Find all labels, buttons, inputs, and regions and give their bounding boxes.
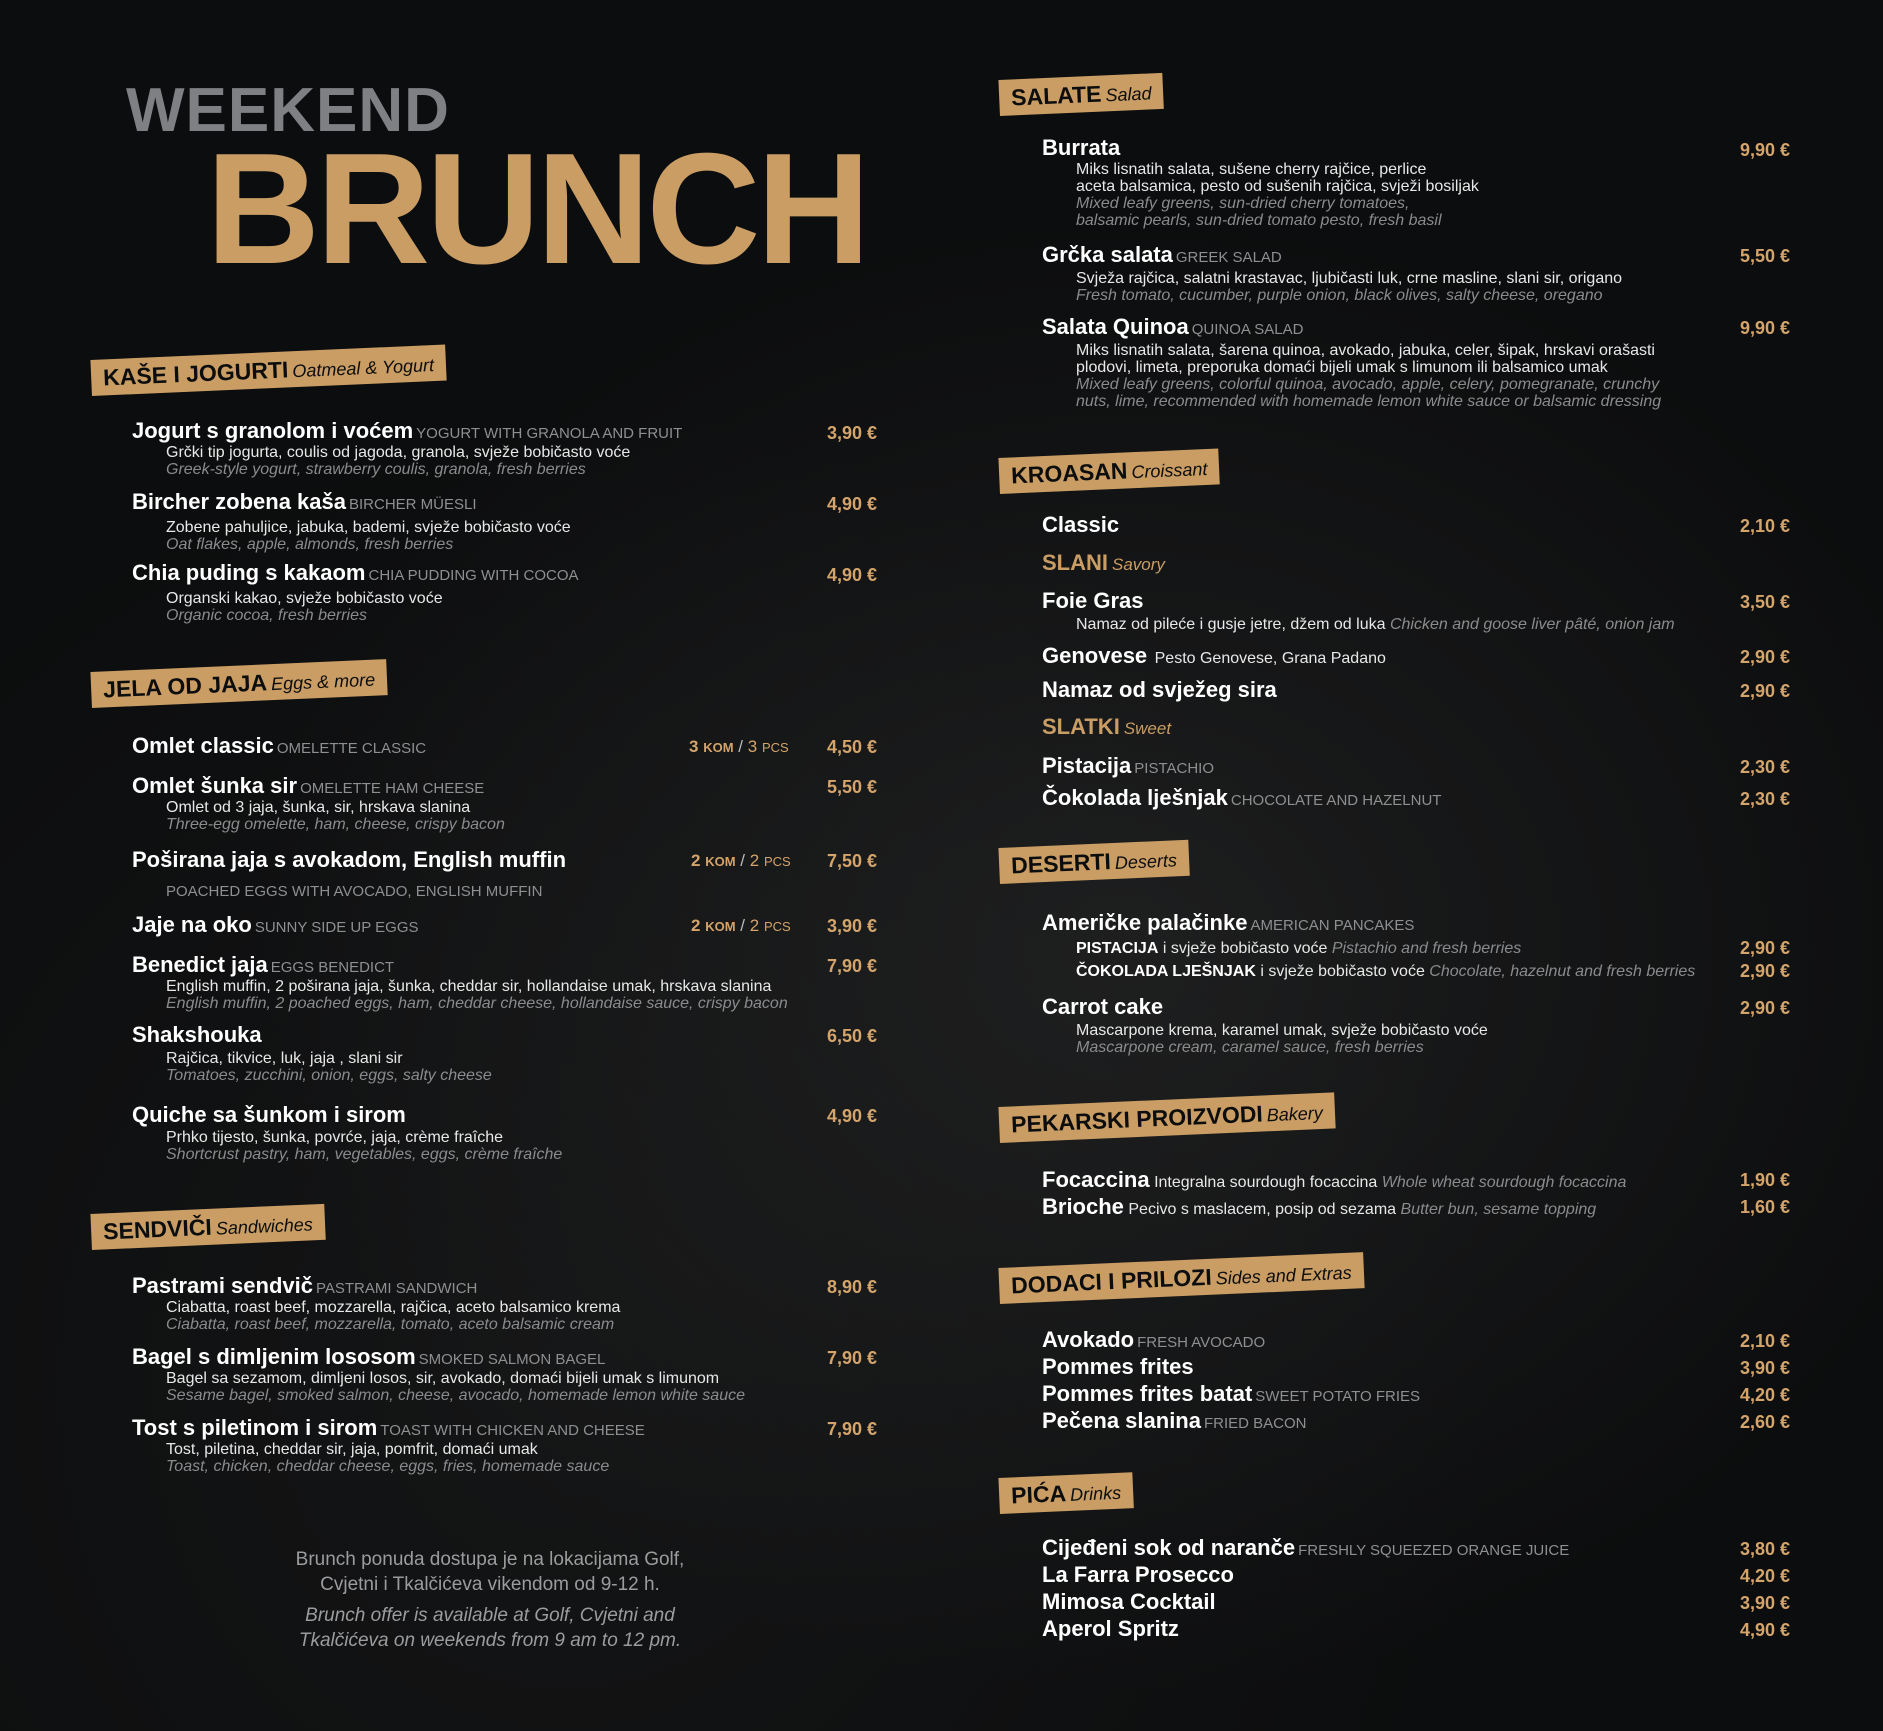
menu-item	[1042, 1562, 1234, 1588]
item-desc-en: Fresh tomato, cucumber, purple onion, black olives, salty cheese, oregano	[1076, 287, 1603, 304]
qty-number: 2	[691, 851, 701, 870]
section-label-en: Deserts	[1114, 850, 1178, 873]
qty-unit-hr: KOM	[705, 919, 736, 934]
item-price: 4,50 €	[826, 737, 877, 757]
menu-item	[1042, 314, 1661, 410]
section-label-en: Salad	[1105, 83, 1152, 106]
qty-unit-en: PCS	[763, 919, 791, 934]
item-price: 4,90 €	[1739, 1620, 1790, 1640]
menu-item	[1042, 753, 1214, 779]
variant-name: PISTACIJA	[1076, 940, 1159, 957]
subheading-hr: SLANI	[1042, 550, 1108, 575]
item-desc-en: Whole wheat sourdough focaccina	[1381, 1174, 1627, 1191]
qty-unit-en: PCS	[763, 854, 791, 869]
menu-item	[132, 489, 571, 553]
menu-item	[132, 912, 419, 938]
item-desc: English muffin, 2 poširana jaja, šunka, cheddar sir, hollandaise umak, hrskava slanina	[166, 978, 772, 995]
item-price: 1,60 €	[1739, 1197, 1790, 1217]
item-quantity: 2 KOM / 2 PCS	[691, 916, 791, 935]
item-name-en: BIRCHER MÜESLI	[348, 496, 477, 513]
item-name: Carrot cake	[1042, 994, 1164, 1019]
section-label-hr: PIĆA	[1010, 1480, 1067, 1509]
item-desc-en: Greek-style yogurt, strawberry coulis, granola, fresh berries	[166, 461, 586, 478]
item-price: 3,90 €	[826, 916, 877, 936]
menu-item	[132, 1273, 620, 1333]
item-name-en: PASTRAMI SANDWICH	[315, 1280, 478, 1297]
variant-desc-en: Chocolate, hazelnut and fresh berries	[1429, 963, 1696, 980]
item-name: Pommes frites	[1042, 1354, 1194, 1379]
item-name: Američke palačinke	[1042, 910, 1248, 935]
item-name-en: QUINOA SALAD	[1191, 321, 1304, 338]
item-name: Čokolada lješnjak	[1042, 785, 1228, 810]
qty-number-en: 3	[747, 737, 758, 756]
item-desc-en: Butter bun, sesame topping	[1400, 1201, 1597, 1218]
menu-item	[132, 733, 426, 759]
item-name-en: SWEET POTATO FRIES	[1255, 1388, 1421, 1405]
menu-item	[1042, 1167, 1626, 1193]
availability-note	[230, 1547, 750, 1653]
section-label-en: Sides and Extras	[1215, 1262, 1353, 1289]
section-label-en: Sandwiches	[215, 1214, 314, 1239]
menu-item	[1042, 242, 1622, 304]
item-name-en: OMELETTE CLASSIC	[276, 740, 427, 757]
item-desc-line1: Miks lisnatih salata, sušene cherry rajčice, perlice	[1076, 161, 1427, 178]
variant-desc: i svježe bobičasto voće	[1158, 940, 1332, 957]
section-label-hr: SALATE	[1010, 80, 1102, 111]
item-desc-en: Mascarpone cream, caramel sauce, fresh berries	[1076, 1039, 1424, 1056]
item-price: 4,90 €	[826, 494, 877, 514]
menu-item	[132, 1344, 745, 1404]
item-desc-line2: plodovi, limeta, preporuka domaći bijeli umak s limunom ili balsamico umak	[1076, 359, 1608, 376]
item-desc-en: Chicken and goose liver pâté, onion jam	[1389, 616, 1675, 633]
menu-item-variant	[1076, 940, 1521, 958]
item-name-en: CHIA PUDDING WITH COCOA	[368, 567, 579, 584]
item-desc: Prhko tijesto, šunka, povrće, jaja, crème fraîche	[166, 1129, 504, 1146]
item-desc-en-line1: Mixed leafy greens, colorful quinoa, avocado, apple, celery, pomegranate, crunchy	[1076, 376, 1660, 393]
item-price: 3,90 €	[1739, 1593, 1790, 1613]
item-name: Bircher zobena kaša	[132, 489, 346, 514]
item-desc-en-line2: balsamic pearls, sun-dried tomato pesto, fresh basil	[1076, 212, 1442, 229]
item-price: 5,50 €	[1739, 246, 1790, 266]
qty-unit-hr: KOM	[703, 740, 734, 755]
section-label-croissant	[998, 448, 1220, 494]
section-label-en: Eggs & more	[270, 669, 376, 695]
section-label-hr: JELA OD JAJA	[102, 669, 268, 703]
menu-item	[132, 560, 579, 624]
section-label-en: Oatmeal & Yogurt	[291, 355, 435, 382]
section-label-hr: SENDVIČI	[102, 1213, 213, 1245]
qty-number: 3	[689, 737, 699, 756]
title-brunch: BRUNCH	[206, 121, 867, 297]
item-desc: Grčki tip jogurta, coulis od jagoda, granola, svježe bobičasto voće	[166, 444, 631, 461]
item-name: Shakshouka	[132, 1022, 262, 1047]
menu-item	[132, 1415, 645, 1475]
menu-item	[132, 1102, 562, 1163]
item-desc: Rajčica, tikvice, luk, jaja , slani sir	[166, 1050, 403, 1067]
item-price: 3,50 €	[1739, 592, 1790, 612]
section-label-drinks	[998, 1472, 1133, 1514]
item-name: Pommes frites batat	[1042, 1381, 1253, 1406]
item-name: La Farra Prosecco	[1042, 1562, 1234, 1587]
section-label-hr: DODACI I PRILOZI	[1010, 1263, 1213, 1299]
item-desc: Integralna sourdough focaccina	[1154, 1174, 1378, 1191]
qty-number-en: 2	[749, 916, 760, 935]
item-quantity: 3 KOM / 3 PCS	[689, 737, 789, 756]
item-name: Jogurt s granolom i voćem	[132, 418, 414, 443]
menu-item	[1042, 1535, 1569, 1561]
item-name: Aperol Spritz	[1042, 1616, 1179, 1641]
item-name-en: TOAST WITH CHICKEN AND CHEESE	[380, 1422, 645, 1439]
item-price: 2,90 €	[1739, 998, 1790, 1018]
section-label-hr: DESERTI	[1010, 848, 1112, 879]
item-price: 2,30 €	[1739, 757, 1790, 777]
item-name: Quiche sa šunkom i sirom	[132, 1102, 406, 1127]
item-name-en: GREEK SALAD	[1175, 249, 1282, 266]
availability-note-hr-line1: Brunch ponuda dostupa je na lokacijama Golf,	[295, 1549, 685, 1570]
section-label-sides	[998, 1252, 1364, 1304]
section-label-hr: PEKARSKI PROIZVODI	[1010, 1100, 1264, 1138]
menu-item	[132, 847, 566, 900]
menu-item	[132, 952, 788, 1012]
item-desc: Tost, piletina, cheddar sir, jaja, pomfrit, domaći umak	[166, 1441, 538, 1458]
item-desc-en: Shortcrust pastry, ham, vegetables, eggs, crème fraîche	[166, 1146, 563, 1163]
item-name: Focaccina	[1042, 1167, 1150, 1192]
section-label-en: Drinks	[1069, 1482, 1122, 1505]
item-price: 2,10 €	[1739, 516, 1790, 536]
subheading-en: Savory	[1112, 555, 1165, 574]
item-price: 4,20 €	[1739, 1385, 1790, 1405]
item-name: Genovese	[1042, 643, 1148, 668]
item-name: Salata Quinoa	[1042, 314, 1189, 339]
item-desc: Omlet od 3 jaja, šunka, sir, hrskava slanina	[166, 799, 471, 816]
item-price: 4,90 €	[826, 565, 877, 585]
item-name-en: SUNNY SIDE UP EGGS	[254, 919, 419, 936]
subheading-savory	[1042, 550, 1165, 576]
item-price: 2,30 €	[1739, 789, 1790, 809]
item-price: 4,90 €	[826, 1106, 877, 1126]
item-desc-en: Ciabatta, roast beef, mozzarella, tomato, aceto balsamic cream	[166, 1316, 615, 1333]
availability-note-hr-line2: Cvjetni i Tkalčićeva vikendom od 9-12 h.	[320, 1574, 660, 1595]
item-name-en: CHOCOLATE AND HAZELNUT	[1230, 792, 1442, 809]
item-desc-en: Tomatoes, zucchini, onion, eggs, salty cheese	[166, 1067, 492, 1084]
item-price: 3,90 €	[1739, 1358, 1790, 1378]
item-desc: Pecivo s maslacem, posip od sezama	[1128, 1201, 1397, 1218]
item-desc-en: Organic cocoa, fresh berries	[166, 607, 367, 624]
variant-desc: i svježe bobičasto voće	[1255, 963, 1430, 980]
item-price: 7,90 €	[826, 1419, 877, 1439]
section-label-bakery	[998, 1092, 1335, 1143]
menu-item	[1042, 677, 1277, 703]
item-name-en: OMELETTE HAM CHEESE	[300, 780, 485, 797]
section-label-sandwiches	[90, 1204, 325, 1250]
item-desc-en: English muffin, 2 poached eggs, ham, cheddar cheese, hollandaise sauce, crispy bacon	[166, 995, 788, 1012]
item-name-en: EGGS BENEDICT	[270, 959, 395, 976]
menu-item	[1042, 512, 1119, 538]
item-price: 9,90 €	[1739, 318, 1790, 338]
menu-item	[1042, 1616, 1179, 1642]
item-name-en: FRESHLY SQUEEZED ORANGE JUICE	[1298, 1542, 1570, 1559]
item-name-en: AMERICAN PANCAKES	[1250, 917, 1415, 934]
item-price: 8,90 €	[826, 1277, 877, 1297]
item-price: 3,90 €	[826, 423, 877, 443]
item-name-en: FRESH AVOCADO	[1137, 1334, 1266, 1351]
item-price: 3,80 €	[1739, 1539, 1790, 1559]
item-name: Avokado	[1042, 1327, 1135, 1352]
item-desc-line2: aceta balsamica, pesto od sušenih rajčica, svježi bosiljak	[1076, 178, 1479, 195]
item-price: 2,90 €	[1739, 681, 1790, 701]
item-name-en: POACHED EGGS WITH AVOCADO, ENGLISH MUFFIN	[166, 883, 543, 900]
item-name: Burrata	[1042, 135, 1121, 160]
qty-unit-hr: KOM	[705, 854, 736, 869]
menu-item	[1042, 910, 1414, 936]
menu-item	[1042, 1327, 1265, 1353]
item-name-en: PISTACHIO	[1134, 760, 1215, 777]
item-desc-en: Oat flakes, apple, almonds, fresh berries	[166, 536, 454, 553]
item-name: Pečena slanina	[1042, 1408, 1201, 1433]
item-name: Foie Gras	[1042, 588, 1144, 613]
item-price: 7,90 €	[826, 1348, 877, 1368]
item-desc-en-line1: Mixed leafy greens, sun-dried cherry tomatoes,	[1076, 195, 1410, 212]
item-price: 2,90 €	[1739, 647, 1790, 667]
item-price: 4,20 €	[1739, 1566, 1790, 1586]
item-desc: Pesto Genovese, Grana Padano	[1154, 650, 1386, 667]
item-name: Pistacija	[1042, 753, 1132, 778]
menu-item-variant	[1076, 963, 1695, 981]
item-name: Namaz od svježeg sira	[1042, 677, 1277, 702]
item-name: Pastrami sendvič	[132, 1273, 313, 1298]
item-name: Omlet šunka sir	[132, 773, 298, 798]
section-label-oatmeal	[90, 345, 446, 397]
item-desc: Namaz od pileće i gusje jetre, džem od luka	[1076, 616, 1386, 633]
menu-item	[1042, 1381, 1420, 1407]
item-price: 9,90 €	[1739, 140, 1790, 160]
title-weekend: WEEKEND	[126, 76, 450, 145]
availability-note-en-line1: Brunch offer is available at Golf, Cvjetni and	[305, 1605, 675, 1626]
item-desc: Zobene pahuljice, jabuka, bademi, svježe bobičasto voće	[166, 519, 571, 536]
item-price: 2,90 €	[1739, 938, 1790, 958]
item-desc: Mascarpone krema, karamel umak, svježe bobičasto voće	[1076, 1022, 1488, 1039]
section-label-en: Bakery	[1266, 1102, 1324, 1126]
qty-unit-en: PCS	[761, 740, 789, 755]
variant-name: ČOKOLADA LJEŠNJAK	[1076, 963, 1256, 980]
section-label-eggs	[90, 659, 387, 708]
item-name: Benedict jaja	[132, 952, 268, 977]
availability-note-en-line2: Tkalčićeva on weekends from 9 am to 12 pm.	[298, 1630, 682, 1651]
item-desc: Organski kakao, svježe bobičasto voće	[166, 590, 443, 607]
item-desc-en: Three-egg omelette, ham, cheese, crispy bacon	[166, 816, 505, 833]
section-label-hr: KAŠE I JOGURTI	[102, 356, 289, 391]
item-name: Grčka salata	[1042, 242, 1173, 267]
item-name: Tost s piletinom i sirom	[132, 1415, 378, 1440]
section-label-desserts	[998, 840, 1189, 885]
qty-number: 2	[691, 916, 701, 935]
item-name: Cijeđeni sok od naranče	[1042, 1535, 1296, 1560]
item-price: 2,10 €	[1739, 1331, 1790, 1351]
item-desc: Bagel sa sezamom, dimljeni losos, sir, avokado, domaći bijeli umak s limunom	[166, 1370, 720, 1387]
item-desc-en: Sesame bagel, smoked salmon, cheese, avocado, homemade lemon white sauce	[166, 1387, 745, 1404]
menu-item	[1042, 994, 1488, 1056]
item-desc-line1: Miks lisnatih salata, šarena quinoa, avokado, jabuka, celer, šipak, hrskavi orašasti	[1076, 342, 1655, 359]
subheading-hr: SLATKI	[1042, 714, 1120, 739]
item-name-en: SMOKED SALMON BAGEL	[418, 1351, 606, 1368]
qty-number-en: 2	[749, 851, 760, 870]
item-name: Brioche	[1042, 1194, 1124, 1219]
menu-item	[132, 773, 505, 833]
section-label-salads	[998, 73, 1164, 116]
menu-item	[1042, 643, 1386, 669]
menu-item	[1042, 588, 1675, 634]
item-price: 7,50 €	[826, 851, 877, 871]
item-quantity: 2 KOM / 2 PCS	[691, 851, 791, 870]
item-name: Omlet classic	[132, 733, 274, 758]
item-name: Classic	[1042, 512, 1120, 537]
variant-desc-en: Pistachio and fresh berries	[1331, 940, 1522, 957]
item-price: 7,90 €	[826, 956, 877, 976]
menu-item	[1042, 1354, 1194, 1380]
item-name: Chia puding s kakaom	[132, 560, 366, 585]
item-price: 6,50 €	[826, 1026, 877, 1046]
subheading-sweet	[1042, 714, 1171, 740]
item-desc-en: Toast, chicken, cheddar cheese, eggs, fries, homemade sauce	[166, 1458, 610, 1475]
menu-item	[1042, 135, 1479, 229]
item-price: 1,90 €	[1739, 1170, 1790, 1190]
menu-item	[132, 1022, 492, 1084]
item-name-en: YOGURT WITH GRANOLA AND FRUIT	[416, 425, 683, 442]
item-name: Jaje na oko	[132, 912, 252, 937]
item-desc: Svježa rajčica, salatni krastavac, ljubičasti luk, crne masline, slani sir, origano	[1076, 270, 1623, 287]
item-name: Bagel s dimljenim lososom	[132, 1344, 416, 1369]
item-price: 2,60 €	[1739, 1412, 1790, 1432]
item-name: Mimosa Cocktail	[1042, 1589, 1216, 1614]
section-label-en: Croissant	[1131, 458, 1208, 483]
item-name-en: FRIED BACON	[1203, 1415, 1307, 1432]
item-price: 5,50 €	[826, 777, 877, 797]
section-label-hr: KROASAN	[1010, 457, 1128, 489]
menu-item	[1042, 1589, 1216, 1615]
item-price: 2,90 €	[1739, 961, 1790, 981]
subheading-en: Sweet	[1123, 719, 1172, 738]
menu-item	[1042, 1408, 1307, 1434]
item-desc: Ciabatta, roast beef, mozzarella, rajčica, aceto balsamico krema	[166, 1299, 621, 1316]
menu-item	[132, 418, 682, 478]
menu-item	[1042, 1194, 1596, 1220]
menu-item	[1042, 785, 1441, 811]
item-name: Poširana jaja s avokadom, English muffin	[132, 847, 567, 872]
item-desc-en-line2: nuts, lime, recommended with homemade lemon white sauce or balsamic dressing	[1076, 393, 1662, 410]
